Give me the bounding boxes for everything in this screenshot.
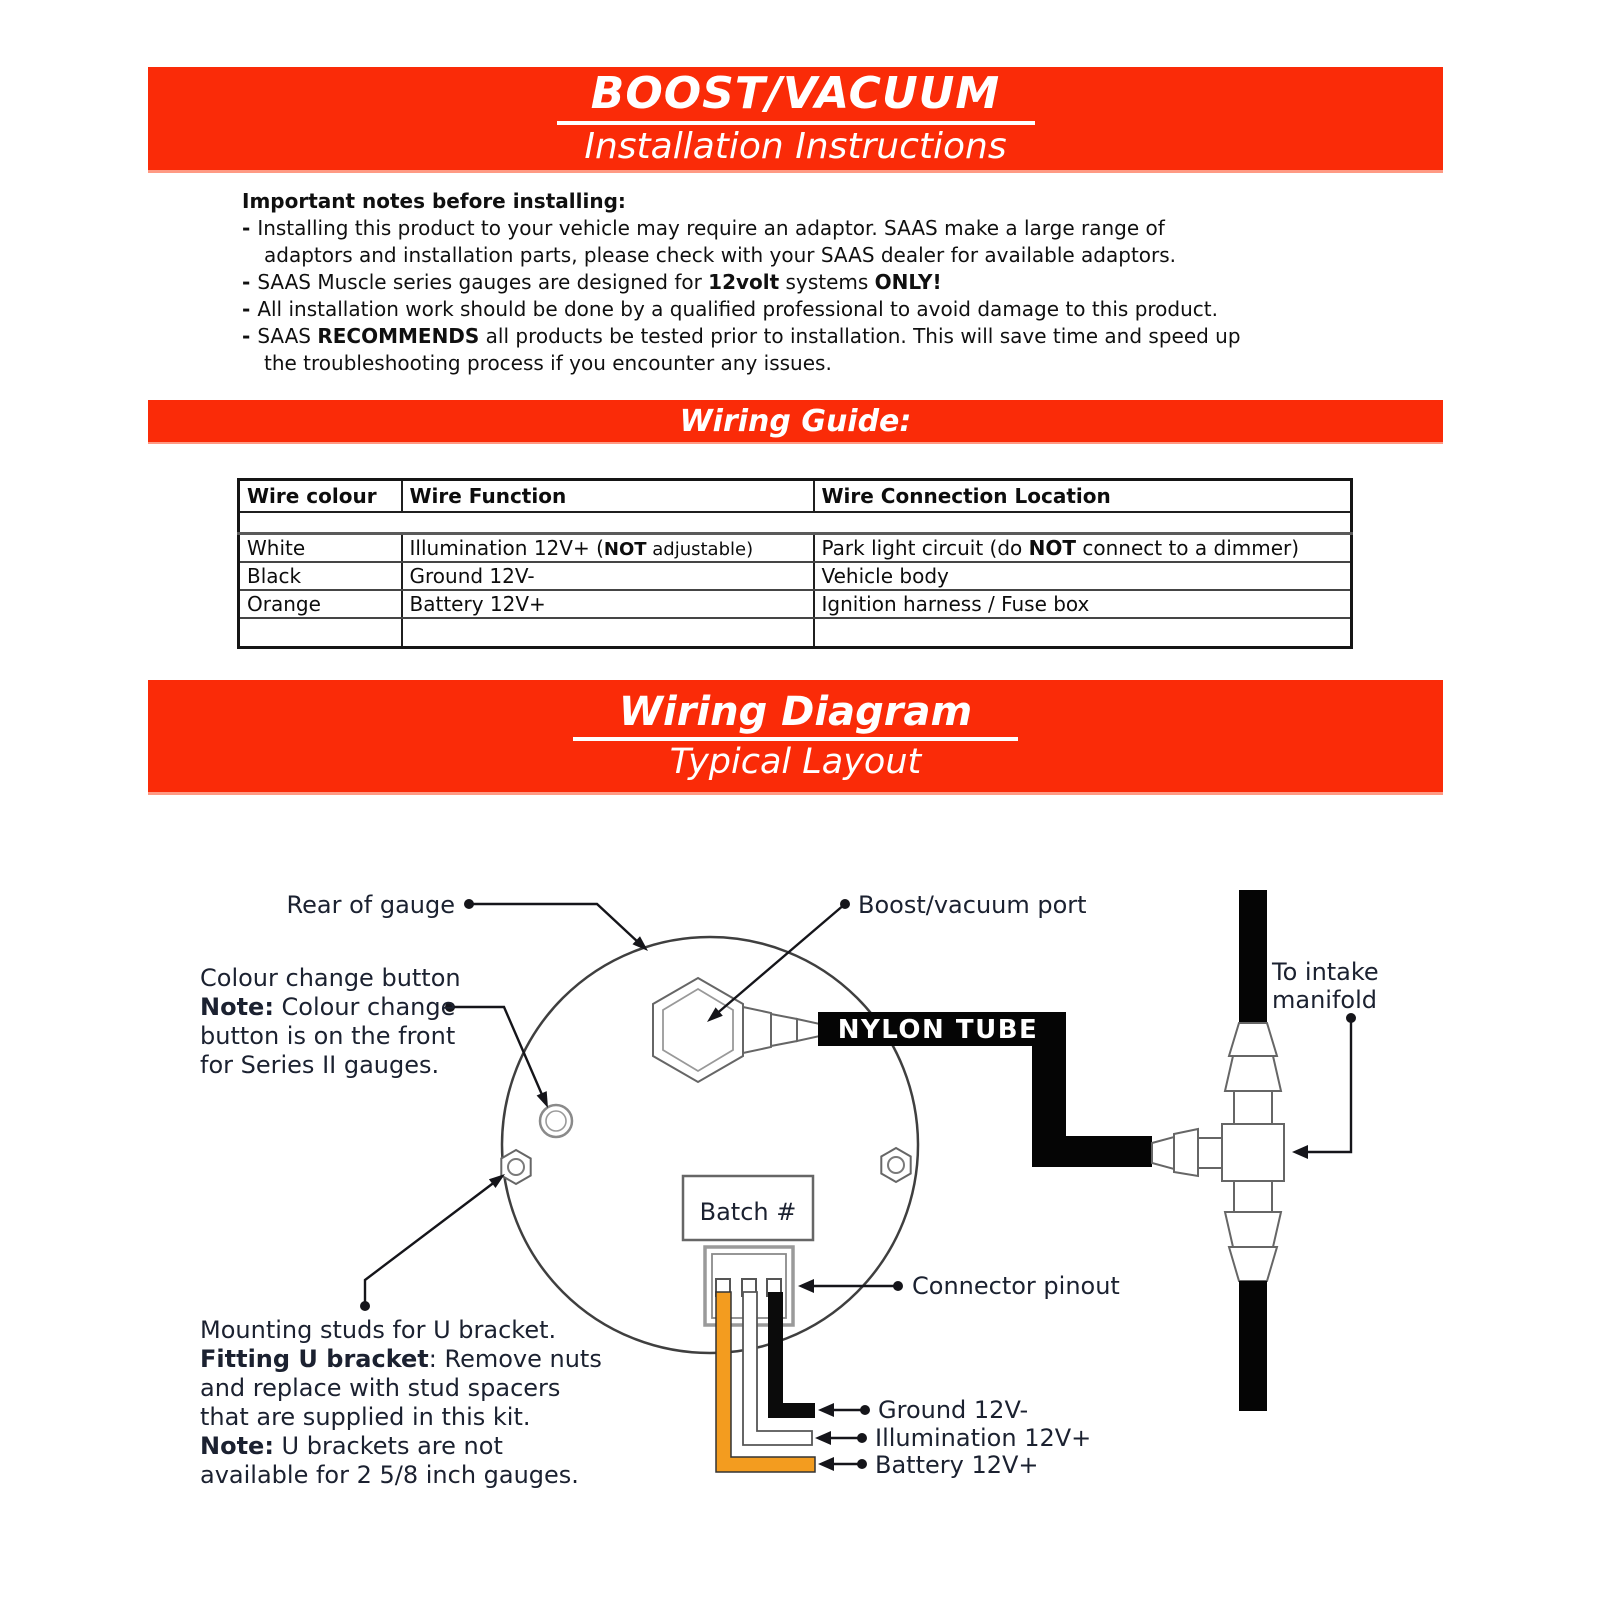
notes-heading: Important notes before installing: — [242, 189, 626, 213]
label-mounting-note-bold: Note: — [200, 1432, 274, 1460]
empty-cell — [814, 618, 1352, 648]
note-text-bold: 12volt — [708, 270, 780, 294]
table-header-row — [239, 480, 1352, 512]
note-text: the troubleshooting process if you encounter any issues. — [264, 351, 832, 375]
table-row-black — [239, 562, 1352, 590]
illumination-arrow-icon — [815, 1431, 831, 1445]
wiring-guide-title: Wiring Guide: — [679, 403, 912, 439]
label-battery-wire: Battery 12V+ — [875, 1451, 1039, 1479]
tee-left-barb-tip — [1152, 1137, 1174, 1169]
mounting-stud-nut-right — [881, 1148, 910, 1182]
cell-text: Park light circuit (do — [821, 535, 1029, 560]
mounting-stud-nut-left — [501, 1150, 530, 1184]
tee-top-neck — [1234, 1091, 1272, 1124]
port-barb-1 — [743, 1007, 771, 1053]
note-text-bold: RECOMMENDS — [317, 324, 480, 348]
note-line-3 — [242, 296, 1382, 323]
cell-location: Vehicle body — [814, 562, 1352, 590]
label-connector-pinout: Connector pinout — [912, 1272, 1120, 1300]
ground-arrow-icon — [818, 1403, 834, 1417]
wiring-diagram-underline — [573, 737, 1018, 741]
colour-change-button — [540, 1105, 572, 1137]
label-colour-change-line3: button is on the front — [200, 1022, 456, 1050]
tee-bottom-barb-2 — [1225, 1212, 1281, 1247]
nylon-tube-label: NYLON TUBE — [837, 1015, 1039, 1045]
page-title: BOOST/VACUUM — [590, 68, 1001, 119]
label-mounting-note-rest: U brackets are not — [273, 1432, 503, 1460]
note-text: Installing this product to your vehicle may require an adaptor. SAAS make a large range of — [257, 216, 1165, 240]
tee-left-barb-2 — [1174, 1129, 1198, 1176]
label-mounting-line5 — [200, 1432, 503, 1460]
label-boost-vacuum-port: Boost/vacuum port — [858, 891, 1087, 919]
batch-number-label: Batch # — [699, 1198, 797, 1226]
to-intake-leader — [1308, 1018, 1351, 1152]
bullet-dash: - — [242, 216, 251, 240]
label-colour-change-line2 — [200, 993, 455, 1021]
table-row-white — [239, 534, 1352, 562]
col-header-wire-function: Wire Function — [402, 480, 814, 512]
col-header-wire-colour: Wire colour — [239, 480, 402, 512]
bullet-dash: - — [242, 324, 251, 348]
table-row-orange — [239, 590, 1352, 618]
tube-to-manifold-bottom — [1239, 1281, 1267, 1411]
important-notes-section — [242, 188, 1382, 377]
label-mounting-line6: available for 2 5/8 inch gauges. — [200, 1461, 579, 1489]
tee-body — [1222, 1124, 1284, 1181]
cell-text-bold: NOT — [603, 538, 647, 560]
table-empty-row — [239, 618, 1352, 648]
note-text: All installation work should be done by a qualified professional to avoid damage to this product. — [257, 297, 1218, 321]
cell-function: Ground 12V- — [402, 562, 814, 590]
tube-to-manifold-top — [1239, 890, 1267, 1023]
note-line-4-cont — [264, 350, 1382, 377]
bullet-dash: - — [242, 270, 251, 294]
mounting-studs-leader — [365, 1178, 500, 1306]
tee-top-barb-2 — [1225, 1056, 1281, 1091]
label-to-intake-line1: To intake — [1272, 958, 1379, 986]
cell-colour: Black — [239, 562, 402, 590]
cell-function: Battery 12V+ — [402, 590, 814, 618]
bullet-dash: - — [242, 297, 251, 321]
cell-function — [402, 534, 814, 562]
label-fitting-u-bracket-rest: : Remove nuts — [428, 1345, 602, 1373]
note-line-1-cont — [264, 242, 1382, 269]
empty-cell — [239, 618, 402, 648]
battery-arrow-icon — [818, 1457, 834, 1471]
wiring-guide-banner — [148, 400, 1443, 444]
wiring-diagram-title: Wiring Diagram — [618, 689, 973, 736]
tee-left-neck — [1198, 1138, 1222, 1168]
wiring-diagram-figure — [0, 840, 1600, 1540]
label-colour-change-line1: Colour change button — [200, 964, 461, 992]
wiring-diagram-banner — [148, 680, 1443, 795]
title-underline — [557, 121, 1035, 125]
cell-colour: Orange — [239, 590, 402, 618]
table-spacer-row — [239, 512, 1352, 534]
tee-fitting — [1152, 890, 1284, 1411]
wiring-diagram-subtitle: Typical Layout — [669, 742, 922, 783]
note-text: adaptors and installation parts, please check with your SAAS dealer for available adaptors. — [264, 243, 1177, 267]
gauge-rear-view — [501, 937, 918, 1353]
note-line-2 — [242, 269, 1382, 296]
cell-location: Ignition harness / Fuse box — [814, 590, 1352, 618]
label-colour-note-rest: Colour change — [273, 993, 456, 1021]
label-fitting-u-bracket-bold: Fitting U bracket — [200, 1345, 429, 1373]
label-mounting-line4: that are supplied in this kit. — [200, 1403, 531, 1431]
note-line-1 — [242, 215, 1382, 242]
label-colour-note-bold: Note: — [200, 993, 274, 1021]
tee-bottom-barb-1 — [1229, 1247, 1277, 1281]
note-text: SAAS Muscle series gauges are designed for — [257, 270, 709, 294]
cell-text: Illumination 12V+ ( — [409, 535, 604, 560]
cell-text: connect to a dimmer) — [1076, 535, 1300, 560]
note-text: SAAS — [257, 324, 318, 348]
tee-top-barb-1 — [1229, 1023, 1277, 1056]
wiring-guide-table — [237, 478, 1353, 649]
cell-location — [814, 534, 1352, 562]
label-mounting-line1: Mounting studs for U bracket. — [200, 1316, 557, 1344]
label-mounting-line2 — [200, 1345, 602, 1373]
port-barb-2 — [771, 1014, 797, 1046]
cell-colour: White — [239, 534, 402, 562]
label-illumination-wire: Illumination 12V+ — [875, 1424, 1092, 1452]
note-text-bold: ONLY! — [874, 270, 942, 294]
spacer-cell — [239, 512, 1352, 534]
col-header-wire-connection: Wire Connection Location — [814, 480, 1352, 512]
to-intake-arrow-icon — [1292, 1145, 1308, 1159]
note-line-4 — [242, 323, 1382, 350]
title-banner — [148, 67, 1443, 173]
label-to-intake-line2: manifold — [1272, 986, 1377, 1014]
empty-cell — [402, 618, 814, 648]
tee-bottom-neck — [1234, 1181, 1272, 1212]
page-subtitle: Installation Instructions — [584, 126, 1007, 168]
label-colour-change-line4: for Series II gauges. — [200, 1051, 440, 1079]
port-barb-3 — [797, 1019, 820, 1041]
note-text: all products be tested prior to installation. This will save time and speed up — [479, 324, 1241, 348]
rear-of-gauge-leader — [469, 904, 639, 943]
cell-text-bold: NOT — [1028, 535, 1077, 560]
label-rear-of-gauge: Rear of gauge — [286, 891, 455, 919]
label-mounting-line3: and replace with stud spacers — [200, 1374, 561, 1402]
label-ground-wire: Ground 12V- — [878, 1396, 1029, 1424]
cell-text: adjustable) — [646, 538, 754, 560]
note-text: systems — [779, 270, 875, 294]
